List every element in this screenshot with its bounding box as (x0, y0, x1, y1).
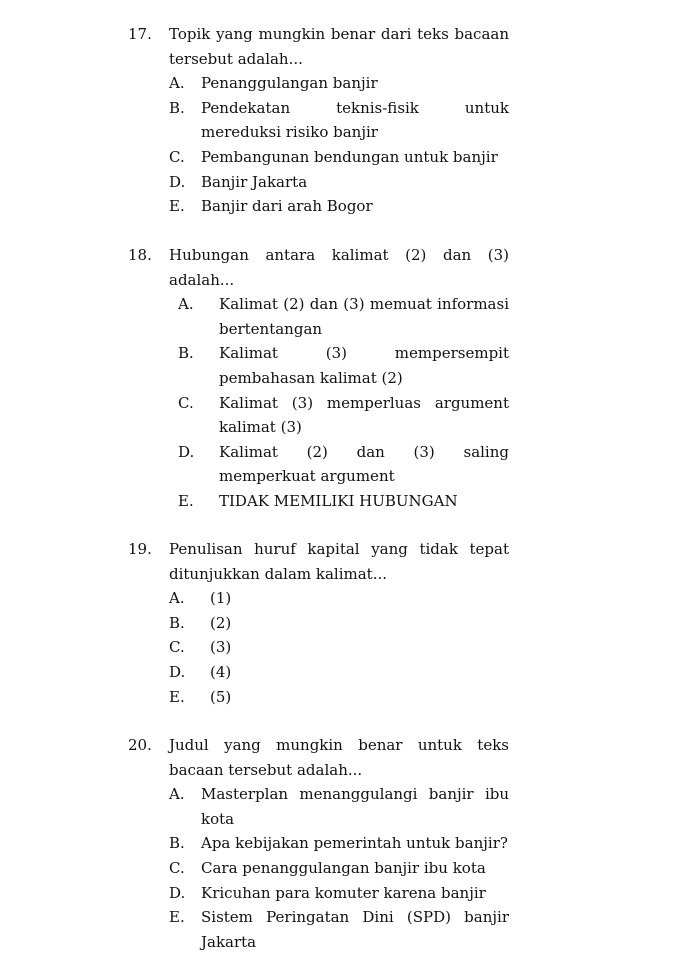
option-letter: D. (169, 883, 186, 902)
option-letter: B. (178, 344, 194, 363)
question-stem (128, 733, 509, 782)
option-text: Pendekatan teknis-fisik untuk mereduksi risiko banjir (201, 98, 509, 142)
option-text: TIDAK MEMILIKI HUBUNGAN (219, 491, 458, 510)
question-20 (128, 733, 509, 954)
option-text: Sistem Peringatan Dini (SPD) banjir Jakarta (201, 908, 509, 951)
option-d (169, 170, 509, 195)
option-letter: C. (169, 638, 185, 657)
option-d (169, 660, 509, 685)
option-text: Apa kebijakan pemerintah untuk banjir? (201, 834, 508, 853)
option-letter: B. (169, 834, 185, 853)
option-letter: E. (178, 491, 194, 510)
option-text: Penanggulangan banjir (201, 74, 378, 93)
option-text: Masterplan menanggulangi banjir ibu kota (201, 785, 509, 828)
option-text: (3) (210, 638, 232, 657)
option-c (169, 856, 509, 881)
option-e (169, 194, 509, 219)
option-letter: D. (169, 172, 186, 191)
option-a (169, 586, 509, 611)
option-list (169, 71, 509, 219)
question-19 (128, 537, 509, 709)
option-text: Banjir Jakarta (201, 172, 308, 191)
question-17 (128, 22, 509, 219)
option-text: Kalimat (3) mempersempit pembahasan kalimat (2) (219, 344, 509, 387)
option-b (169, 831, 509, 856)
option-e (169, 685, 509, 710)
option-text: Kalimat (2) dan (3) saling memperkuat argument (219, 442, 509, 486)
option-a (169, 71, 509, 96)
option-b (169, 611, 509, 636)
option-letter: B. (169, 98, 185, 117)
option-text: Banjir dari arah Bogor (201, 197, 373, 216)
option-list (178, 292, 509, 513)
option-e (178, 489, 509, 514)
option-letter: A. (169, 74, 185, 93)
question-stem (128, 537, 509, 586)
option-a (178, 292, 509, 341)
question-18 (128, 243, 509, 514)
option-letter: B. (169, 613, 185, 632)
option-c (169, 635, 509, 660)
option-a (169, 782, 509, 831)
option-c (169, 145, 509, 170)
question-text: Hubungan antara kalimat (2) dan (3) adalah... (169, 246, 509, 289)
question-text: Topik yang mungkin benar dari teks bacaan tersebut adalah... (169, 25, 509, 68)
option-b (178, 341, 509, 390)
option-text: (4) (210, 662, 232, 681)
option-text: Kricuhan para komuter karena banjir (201, 883, 486, 902)
option-text: Pembangunan bendungan untuk banjir (201, 147, 498, 166)
option-list (169, 586, 509, 709)
option-c (178, 391, 509, 440)
question-stem (128, 243, 509, 292)
option-letter: D. (169, 662, 186, 681)
option-letter: E. (169, 197, 185, 216)
question-number: 20. (128, 736, 152, 754)
question-text: Judul yang mungkin benar untuk teks bacaan tersebut adalah... (169, 736, 509, 779)
question-stem (128, 22, 509, 71)
option-text: Cara penanggulangan banjir ibu kota (201, 858, 486, 877)
option-letter: A. (169, 589, 185, 608)
question-text: Penulisan huruf kapital yang tidak tepat ditunjukkan dalam kalimat... (169, 540, 509, 583)
question-number: 17. (128, 25, 152, 43)
question-number: 18. (128, 246, 152, 264)
option-letter: C. (169, 858, 185, 877)
option-text: (5) (210, 687, 232, 706)
option-text: Kalimat (2) dan (3) memuat informasi bertentangan (219, 295, 509, 338)
option-text: (1) (210, 589, 232, 608)
option-letter: C. (169, 147, 185, 166)
option-letter: A. (169, 785, 185, 804)
option-letter: A. (178, 295, 194, 314)
option-text: (2) (210, 613, 232, 632)
option-letter: C. (178, 393, 194, 412)
question-number: 19. (128, 540, 152, 558)
option-d (178, 440, 509, 489)
option-e (169, 905, 509, 954)
option-letter: E. (169, 908, 185, 927)
option-d (169, 881, 509, 906)
option-letter: D. (178, 442, 195, 461)
option-letter: E. (169, 687, 185, 706)
option-text: Kalimat (3) memperluas argument kalimat (3) (219, 393, 509, 437)
option-list (169, 782, 509, 954)
option-b (169, 96, 509, 145)
